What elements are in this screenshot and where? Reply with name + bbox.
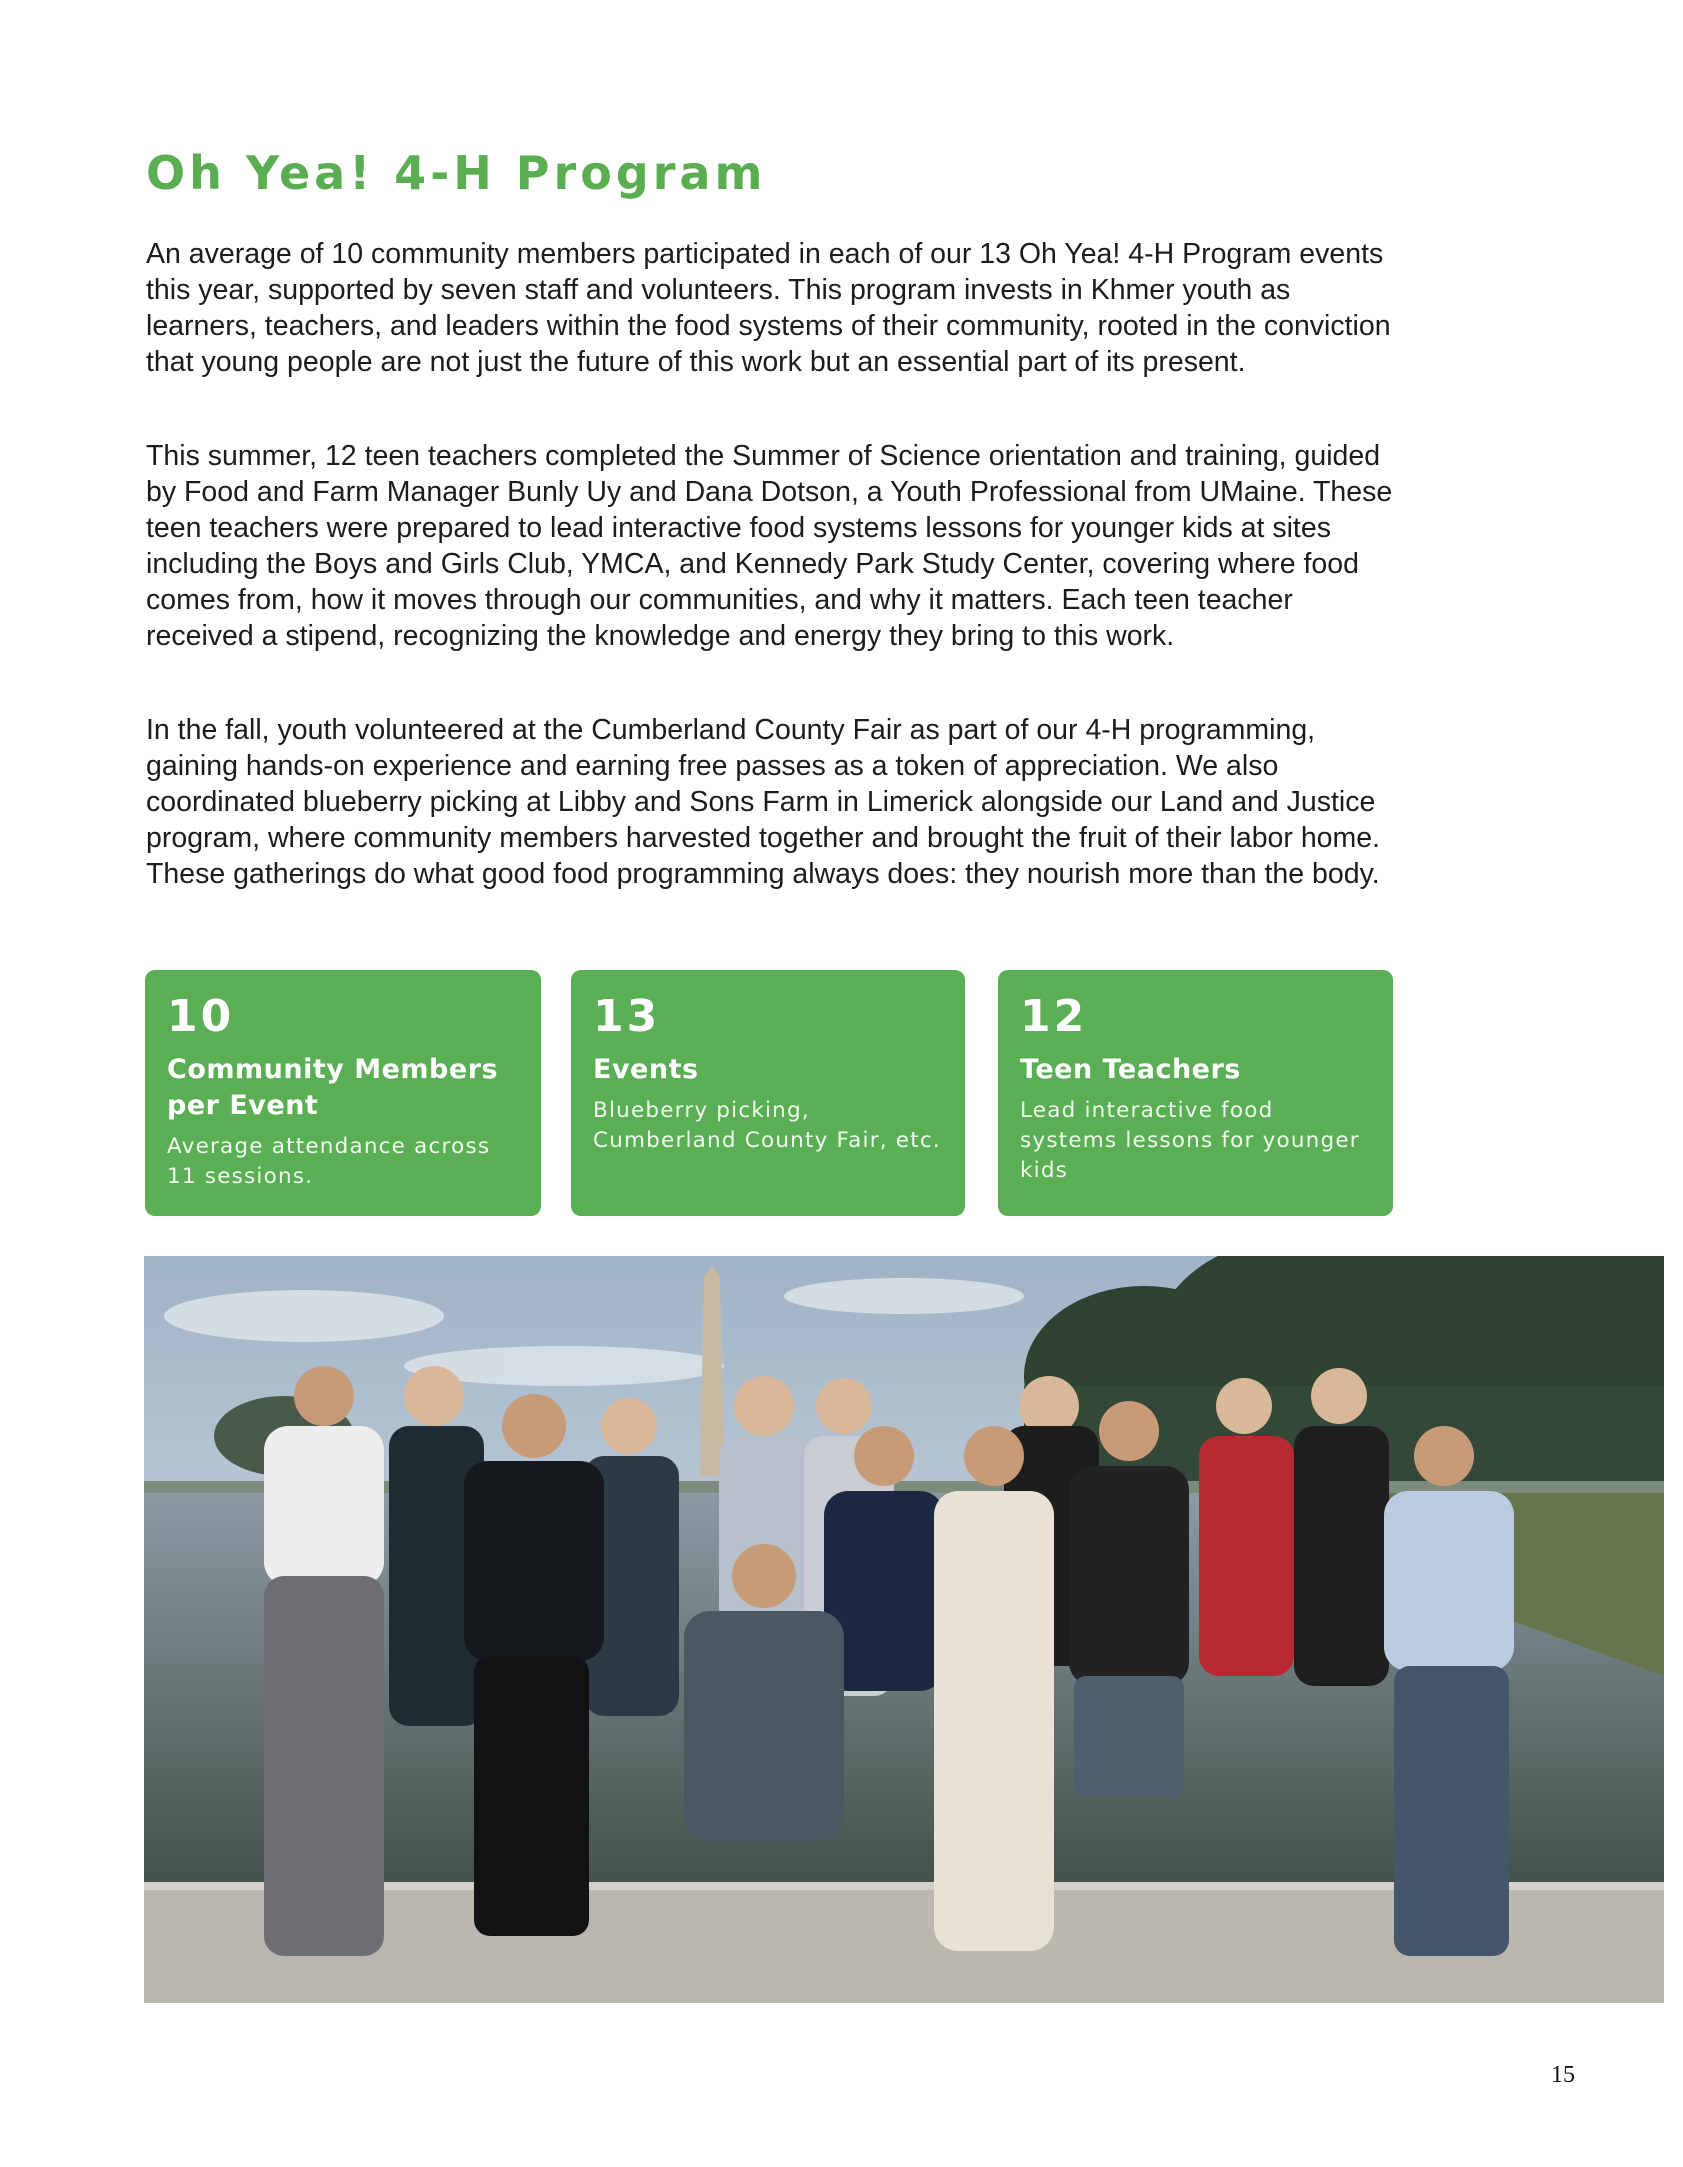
paragraph-summer: This summer, 12 teen teachers completed the Summer of Science orientation and training, guided by Food and Farm Manager Bunly Uy and Dana Dotson, a Youth Professional from UMaine. These teen teachers were prepared to lead interactive food systems lessons for younger kids at sites including the Boys and Girls Club, YMCA, and Kennedy Park Study Center, covering where food comes from, how it moves through our communities, and why it matters. Each teen teacher received a stipend, recognizing the knowledge and energy they bring to this work. bbox=[146, 440, 1393, 652]
paragraph-intro: An average of 10 community members participated in each of our 13 Oh Yea! 4-H Program events this year, supported by seven staff and volunteers. This program invests in Khmer youth as learners, teachers, and leaders within the food systems of their community, rooted in the conviction that young people are not just the future of this work but an essential part of its present. bbox=[146, 238, 1391, 378]
stat-card-teen-teachers bbox=[998, 970, 1393, 1216]
washington-monument bbox=[700, 1266, 724, 1476]
page-title: Oh Yea! 4-H Program bbox=[146, 146, 767, 200]
stat-number: 10 bbox=[167, 991, 235, 1042]
stat-label: Events bbox=[593, 1054, 699, 1085]
paragraph-fall: In the fall, youth volunteered at the Cumberland County Fair as part of our 4-H programming, gaining hands-on experience and earning free passes as a token of appreciation. We also coordinated blueberry picking at Libby and Sons Farm in Limerick alongside our Land and Justice program, where community members harvested together and brought the fruit of their labor home. These gatherings do what good food programming always does: they nourish more than the body. bbox=[146, 714, 1381, 890]
stat-number: 12 bbox=[1020, 991, 1088, 1042]
stat-card-community-members bbox=[145, 970, 541, 1216]
page-number: 15 bbox=[1551, 2062, 1575, 2088]
stat-description: Lead interactive food systems lessons for younger kids bbox=[1020, 1098, 1360, 1183]
stat-description: Blueberry picking, Cumberland County Fair, etc. bbox=[593, 1098, 941, 1153]
group-photo bbox=[144, 1256, 1664, 2003]
stat-card-events bbox=[571, 970, 965, 1216]
stat-number: 13 bbox=[593, 991, 661, 1042]
stat-label: Teen Teachers bbox=[1020, 1054, 1241, 1085]
stat-description: Average attendance across 11 sessions. bbox=[167, 1134, 491, 1189]
stat-label: Community Members per Event bbox=[167, 1054, 499, 1121]
